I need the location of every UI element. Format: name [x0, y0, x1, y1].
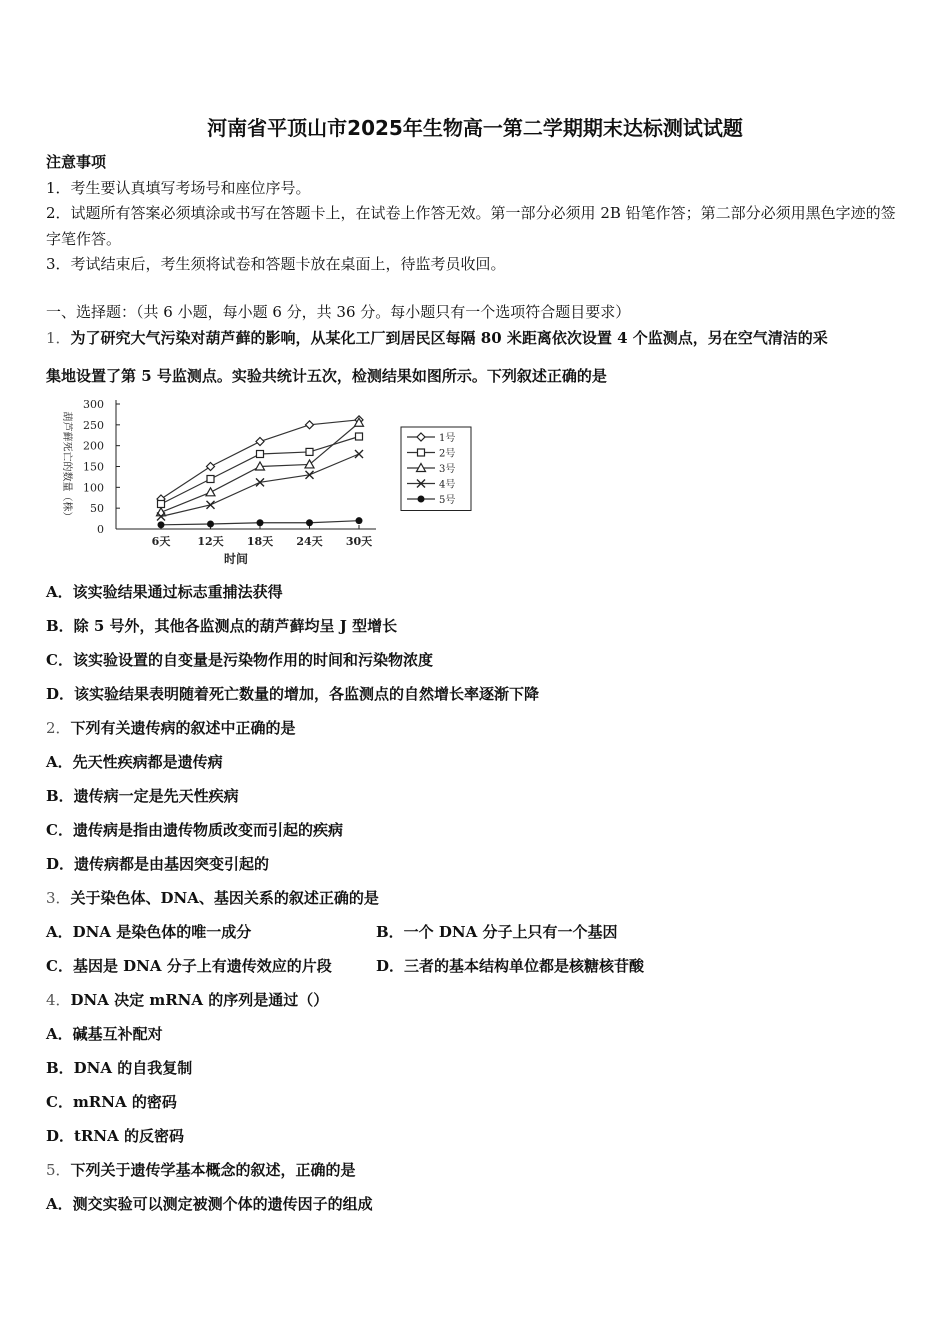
data-point	[207, 501, 215, 509]
data-point	[356, 433, 363, 440]
q5-option-a[interactable]: A．测交实验可以测定被测个体的遗传因子的组成	[46, 1195, 373, 1213]
x-tick-label: 6天	[151, 535, 171, 548]
data-point	[158, 521, 165, 528]
data-point	[257, 451, 264, 458]
q4-option-a[interactable]: A．碱基互补配对	[46, 1025, 163, 1043]
q1-option-b[interactable]: B．除 5 号外，其他各监测点的葫芦藓均呈 J 型增长	[46, 617, 398, 635]
series-3	[157, 418, 364, 516]
data-point	[306, 421, 314, 429]
question-number: 5．	[46, 1161, 71, 1179]
notice-heading: 注意事项	[46, 153, 107, 171]
q1-option-a[interactable]: A．该实验结果通过标志重捕法获得	[46, 583, 283, 601]
data-point	[355, 450, 363, 458]
x-tick-label: 24天	[296, 535, 323, 548]
data-point	[256, 438, 264, 446]
data-point	[356, 517, 363, 524]
y-tick-label: 250	[83, 418, 104, 432]
q1-option-d[interactable]: D．该实验结果表明随着死亡数量的增加，各监测点的自然增长率逐渐下降	[46, 685, 540, 703]
x-axis-title: 时间	[223, 552, 249, 566]
q2-option-d[interactable]: D．遗传病都是由基因突变引起的	[46, 855, 270, 873]
legend-label: 2号	[439, 448, 456, 460]
legend-label: 1号	[439, 433, 456, 444]
data-point	[306, 448, 313, 455]
y-tick-label: 300	[83, 398, 104, 411]
section-heading: 一、选择题：（共 6 小题，每小题 6 分，共 36 分。每小题只有一个选项符合题目要求）	[46, 303, 631, 321]
question-1-stem: 1．为了研究大气污染对葫芦藓的影响，从某化工厂到居民区每隔 80 米距离依次设置 4 个监测点，另在空气清洁的采	[46, 329, 828, 347]
y-tick-label: 100	[83, 481, 104, 495]
x-tick-label: 18天	[246, 535, 274, 548]
q3-option-a[interactable]: A．DNA 是染色体的唯一成分	[46, 923, 252, 941]
question-5-stem: 5．下列关于遗传学基本概念的叙述，正确的是	[46, 1161, 356, 1179]
y-tick-label: 150	[83, 460, 104, 474]
data-point	[206, 488, 215, 496]
legend-label: 5号	[439, 495, 456, 506]
y-tick-label: 0	[97, 523, 104, 536]
y-tick-label: 200	[83, 439, 104, 453]
q3-option-d[interactable]: D．三者的基本结构单位都是核糖核苷酸	[376, 957, 645, 975]
chart-series	[157, 416, 364, 528]
question-number: 4．	[46, 991, 71, 1009]
y-axis-title: 葫芦藓死亡的数量（株）	[61, 411, 72, 522]
question-1-stem-continued: 集地设置了第 5 号监测点。实验共统计五次，检测结果如图所示。下列叙述正确的是	[46, 367, 607, 385]
data-point	[158, 501, 165, 508]
question-2-stem: 2．下列有关遗传病的叙述中正确的是	[46, 719, 296, 737]
q3-option-b[interactable]: B．一个 DNA 分子上只有一个基因	[376, 923, 618, 941]
q2-option-c[interactable]: C．遗传病是指由遗传物质改变而引起的疾病	[46, 821, 343, 839]
data-point	[207, 463, 215, 471]
q3-option-c[interactable]: C．基因是 DNA 分子上有遗传效应的片段	[46, 957, 332, 975]
q2-option-a[interactable]: A．先天性疾病都是遗传病	[46, 753, 223, 771]
data-point	[157, 508, 166, 516]
notice-item-1: 1．考生要认真填写考场号和座位序号。	[46, 179, 311, 197]
data-point	[306, 519, 313, 526]
data-point	[257, 519, 264, 526]
legend-box	[401, 427, 471, 511]
line-chart	[46, 394, 486, 570]
y-tick-label: 50	[90, 502, 104, 516]
data-point	[418, 496, 425, 503]
data-point	[207, 521, 214, 528]
chart-legend	[401, 427, 471, 511]
data-point	[418, 449, 425, 456]
legend-label: 4号	[439, 479, 456, 491]
page-title: 河南省平顶山市2025年生物高一第二学期期末达标测试试题	[207, 116, 743, 140]
question-3-stem: 3．关于染色体、DNA、基因关系的叙述正确的是	[46, 889, 379, 907]
notice-item-2: 2．试题所有答案必须填涂或书写在答题卡上，在试卷上作答无效。第一部分必须用 2B 铅笔作答；第二部分必须用黑色字迹的签字笔作答。	[46, 204, 896, 248]
legend-label: 3号	[439, 464, 456, 475]
q4-option-b[interactable]: B．DNA 的自我复制	[46, 1059, 193, 1077]
q2-option-b[interactable]: B．遗传病一定是先天性疾病	[46, 787, 239, 805]
question-number: 3．	[46, 889, 71, 907]
x-tick-label: 12天	[197, 535, 224, 548]
q1-option-c[interactable]: C．该实验设置的自变量是污染物作用的时间和污染物浓度	[46, 651, 433, 669]
notice-item-3: 3．考试结束后，考生须将试卷和答题卡放在桌面上，待监考员收回。	[46, 255, 506, 273]
x-tick-label: 30天	[345, 535, 373, 548]
q4-option-c[interactable]: C．mRNA 的密码	[46, 1093, 177, 1111]
question-4-stem: 4．DNA 决定 mRNA 的序列是通过（）	[46, 991, 329, 1009]
q4-option-d[interactable]: D．tRNA 的反密码	[46, 1127, 184, 1145]
series-4	[157, 450, 363, 521]
series-line	[161, 420, 359, 499]
question-number: 2．	[46, 719, 71, 737]
data-point	[207, 476, 214, 483]
question-number: 1．	[46, 329, 71, 347]
